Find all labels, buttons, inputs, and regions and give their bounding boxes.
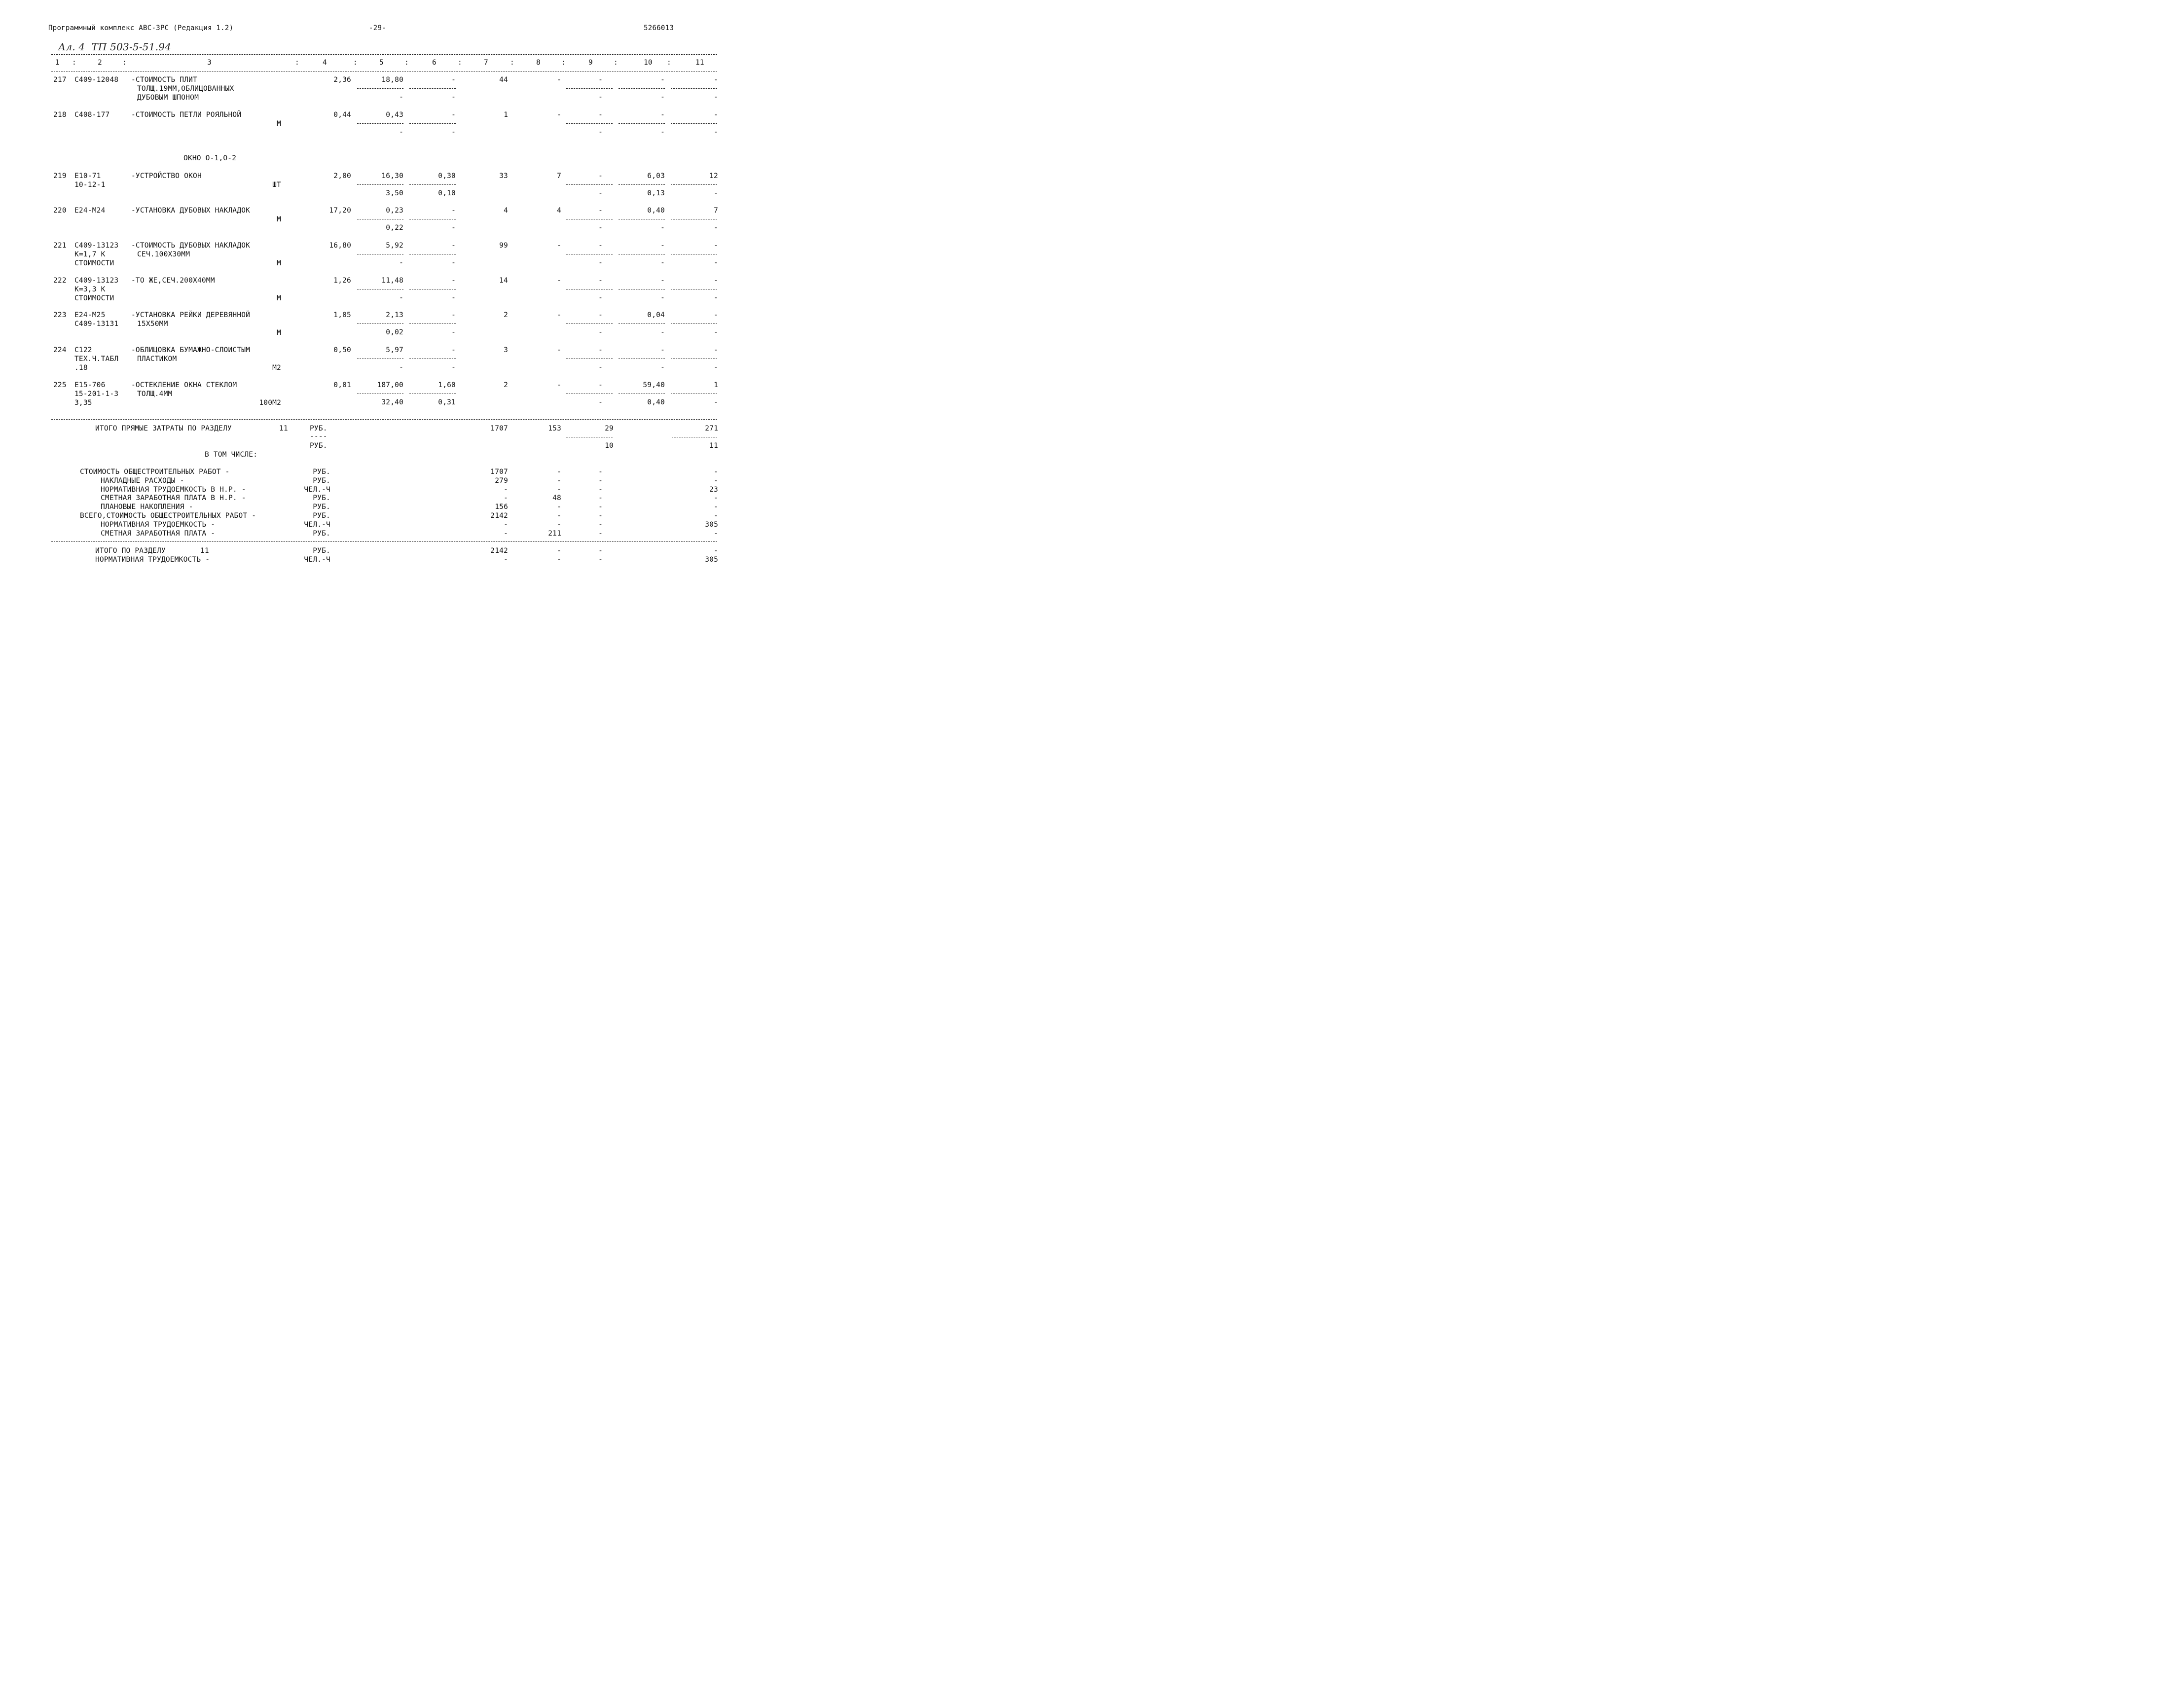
row-unit-cost: 187,00 [377,381,403,389]
breakdown-c7: - [504,485,508,494]
row-number: 222 [53,277,67,285]
row-quantity: 0,50 [333,346,351,354]
row-c10: - [660,242,665,250]
breakdown-c9: - [598,503,603,511]
breakdown-label: НОРМАТИВНАЯ ТРУДОЕМКОСТЬ - [101,520,216,529]
row-c9-wage: - [598,93,603,101]
row-c10-wage: - [660,259,665,267]
section-total-c11: 305 [705,556,718,564]
row-total-cost: 4 [504,207,508,215]
fraction-line [566,88,613,89]
breakdown-c9: - [598,494,603,503]
section-total-number: 11 [200,547,209,555]
fraction-line [357,88,403,89]
row-unit-cost: 5,97 [386,346,403,354]
breakdown-c7: - [504,520,508,529]
row-code: СТОИМОСТИ [74,294,114,302]
row-code: E15-706 [74,381,106,389]
fraction-line [619,123,665,124]
direct-costs-unit: РУБ. [310,425,328,432]
column-number-2: 2 [98,59,102,67]
row-unit-cost: 0,43 [386,111,403,119]
direct-costs-label: ИТОГО ПРЯМЫЕ ЗАТРАТЫ ПО РАЗДЕЛУ [95,425,232,432]
section-total-unit: ЧЕЛ.-Ч [304,556,330,564]
row-number: 225 [53,381,67,389]
row-c6: - [451,346,456,354]
row-c10: 6,03 [647,172,665,180]
column-separator: : [72,59,76,67]
column-number-4: 4 [323,59,327,67]
row-number: 217 [53,76,67,84]
row-c8: - [557,76,561,84]
row-unit-cost-wage: 0,22 [386,224,403,232]
row-unit: М [277,120,281,128]
row-quantity: 1,05 [333,311,351,319]
row-c6: - [451,111,456,119]
row-c6-wage: - [451,363,456,371]
row-c8: 4 [557,207,561,215]
breakdown-c7: 1707 [490,468,508,476]
row-description: -СТОИМОСТЬ ПЛИТ [131,76,197,84]
breakdown-unit: РУБ. [313,529,330,538]
row-unit: М [277,216,281,223]
breakdown-c9: - [598,476,603,485]
row-c11: - [714,76,718,84]
row-c10: - [660,76,665,84]
breakdown-unit: РУБ. [313,476,330,485]
breakdown-c11: - [714,468,718,476]
row-description: ТОЛЩ.19ММ,ОБЛИЦОВАННЫХ [137,85,234,93]
row-unit: М [277,329,281,337]
row-code: 3,35 [74,399,92,407]
row-description: ТОЛЩ.4ММ [137,390,173,398]
row-code: 10-12-1 [74,181,106,189]
row-unit-cost-wage: - [399,259,403,267]
breakdown-c7: - [504,529,508,538]
row-code: .18 [74,364,88,372]
row-c11: 12 [709,172,718,180]
row-total-cost: 2 [504,311,508,319]
row-c8: - [557,346,561,354]
fraction-line [671,184,717,185]
document-number: 5266013 [644,24,674,32]
row-unit-cost: 0,23 [386,207,403,215]
row-c6-wage: - [451,259,456,267]
row-c9: - [598,111,603,119]
row-description: -УСТАНОВКА РЕЙКИ ДЕРЕВЯННОЙ [131,311,251,319]
breakdown-label: ВСЕГО,СТОИМОСТЬ ОБЩЕСТРОИТЕЛЬНЫХ РАБОТ - [80,512,256,520]
including-label: В ТОМ ЧИСЛЕ: [205,451,258,459]
fraction-line [357,184,403,185]
row-c10-wage: - [660,224,665,232]
row-c9-wage: - [598,363,603,371]
fraction-line [619,323,665,324]
row-c9-wage: - [598,398,603,406]
fraction-line [566,323,613,324]
section-total-rule [51,541,717,542]
direct-costs-c11: 271 [705,425,718,432]
fraction-line [671,123,717,124]
direct-costs-c11b: 11 [709,442,718,450]
row-c11-wage: - [714,93,718,101]
section-total-c8: - [557,556,561,564]
row-description: -СТОИМОСТЬ ДУБОВЫХ НАКЛАДОК [131,242,251,250]
breakdown-c8: - [557,503,561,511]
row-quantity: 2,36 [333,76,351,84]
row-c11-wage: - [714,363,718,371]
row-c6: - [451,277,456,285]
row-unit-cost-wage: 3,50 [386,189,403,197]
row-c6-wage: - [451,128,456,136]
row-c11: 1 [714,381,718,389]
breakdown-c8: - [557,520,561,529]
breakdown-unit: ЧЕЛ.-Ч [304,520,330,529]
row-c9: - [598,277,603,285]
breakdown-c8: 48 [552,494,561,503]
column-separator: : [404,59,409,67]
direct-costs-c9b: 10 [605,442,614,450]
row-c6-wage: - [451,328,456,336]
row-unit-cost-wage: 32,40 [381,398,403,406]
row-total-cost: 14 [499,277,508,285]
row-total-cost: 2 [504,381,508,389]
row-c10: 59,40 [643,381,665,389]
fraction-line [357,123,403,124]
row-unit-cost: 5,92 [386,242,403,250]
fraction-line [671,88,717,89]
row-c10-wage: - [660,328,665,336]
row-c8: - [557,277,561,285]
section-total-c8: - [557,547,561,555]
row-code: 15-201-1-3 [74,390,119,398]
row-unit: М [277,294,281,302]
row-code: K=3,3 К [74,286,106,293]
row-c10-wage: 0,13 [647,189,665,197]
row-number: 220 [53,207,67,215]
row-code: C122 [74,346,92,354]
breakdown-c8: - [557,468,561,476]
row-c11: 7 [714,207,718,215]
column-separator: : [561,59,566,67]
breakdown-c11: - [714,476,718,485]
breakdown-c8: - [557,512,561,520]
breakdown-label: СТОИМОСТЬ ОБЩЕСТРОИТЕЛЬНЫХ РАБОТ - [80,468,230,476]
column-number-8: 8 [536,59,541,67]
breakdown-c9: - [598,520,603,529]
row-unit-cost: 2,13 [386,311,403,319]
row-c9: - [598,311,603,319]
row-description: -ОБЛИЦОВКА БУМАЖНО-СЛОИСТЫМ [131,346,251,354]
breakdown-c11: 23 [709,485,718,494]
section-total-label: ИТОГО ПО РАЗДЕЛУ [95,547,166,555]
breakdown-c11: - [714,494,718,503]
section-total-unit: РУБ. [313,547,330,555]
row-code: C409-13123 [74,242,119,250]
row-c10: 0,04 [647,311,665,319]
row-c6: - [451,207,456,215]
row-unit-cost-wage: - [399,363,403,371]
breakdown-label: НАКЛАДНЫЕ РАСХОДЫ - [101,476,184,485]
row-c11: - [714,346,718,354]
row-code: C409-12048 [74,76,119,84]
row-c6: - [451,76,456,84]
row-c9: - [598,242,603,250]
column-number-3: 3 [207,59,212,67]
row-c9: - [598,172,603,180]
row-unit-cost-wage: - [399,294,403,302]
row-c11-wage: - [714,224,718,232]
row-c10: - [660,346,665,354]
breakdown-c7: - [504,494,508,503]
row-c11-wage: - [714,128,718,136]
fraction-line [409,88,456,89]
direct-costs-section: 11 [279,425,288,432]
column-number-9: 9 [588,59,593,67]
fraction-line [566,123,613,124]
column-separator: : [353,59,358,67]
section-total-c9: - [598,547,603,555]
row-quantity: 16,80 [329,242,351,250]
breakdown-c8: - [557,485,561,494]
row-c11: - [714,311,718,319]
row-c8: - [557,111,561,119]
row-c8: - [557,381,561,389]
fraction-line [409,123,456,124]
row-quantity: 1,26 [333,277,351,285]
row-c11: - [714,111,718,119]
breakdown-c7: 279 [495,476,508,485]
row-total-cost: 99 [499,242,508,250]
row-c8: - [557,311,561,319]
column-separator: : [614,59,618,67]
breakdown-c7: 2142 [490,512,508,520]
column-separator: : [458,59,462,67]
fraction-line [619,88,665,89]
row-c10: - [660,111,665,119]
row-description: СЕЧ.100Х30ММ [137,251,190,258]
row-number: 221 [53,242,67,250]
breakdown-unit: РУБ. [313,494,330,503]
row-quantity: 2,00 [333,172,351,180]
row-total-cost: 1 [504,111,508,119]
column-separator: : [122,59,127,67]
row-c9-wage: - [598,189,603,197]
breakdown-c9: - [598,485,603,494]
row-quantity: 0,01 [333,381,351,389]
row-description: 15Х50ММ [137,320,168,328]
column-number-6: 6 [432,59,437,67]
row-c11-wage: - [714,259,718,267]
breakdown-c7: 156 [495,503,508,511]
fraction-line [409,323,456,324]
row-description: -УСТРОЙСТВО ОКОН [131,172,202,180]
row-c6-wage: 0,10 [438,189,456,197]
row-code: C409-13123 [74,277,119,285]
row-c6: - [451,311,456,319]
section-total-c11: - [714,547,718,555]
breakdown-unit: ЧЕЛ.-Ч [304,485,330,494]
fraction-line [566,184,613,185]
column-separator: : [510,59,514,67]
column-number-11: 11 [695,59,704,67]
row-code: ТЕХ.Ч.ТАБЛ [74,355,119,363]
row-c11: - [714,242,718,250]
row-c11-wage: - [714,189,718,197]
row-c8: - [557,242,561,250]
breakdown-unit: РУБ. [313,468,330,476]
breakdown-label: НОРМАТИВНАЯ ТРУДОЕМКОСТЬ В Н.Р. - [101,485,246,494]
row-c10-wage: - [660,93,665,101]
row-code: K=1,7 К [74,251,106,258]
breakdown-c11: - [714,503,718,511]
row-code: E24-M25 [74,311,106,319]
breakdown-c9: - [598,529,603,538]
row-unit: ШТ [272,181,281,189]
breakdown-label: СМЕТНАЯ ЗАРАБОТНАЯ ПЛАТА - [101,529,216,538]
row-c9-wage: - [598,328,603,336]
software-title: Программный комплекс АВС-3РС (Редакция 1.2) [48,24,234,32]
section-total-label: НОРМАТИВНАЯ ТРУДОЕМКОСТЬ - [95,556,210,564]
column-number-10: 10 [644,59,653,67]
row-c9: - [598,76,603,84]
row-c10: - [660,277,665,285]
row-c10-wage: - [660,128,665,136]
row-code: E10-71 [74,172,101,180]
direct-costs-c8: 153 [548,425,561,432]
section-total-c9: - [598,556,603,564]
row-c6-wage: - [451,294,456,302]
section-total-c7: 2142 [490,547,508,555]
row-c6: - [451,242,456,250]
row-c6: 1,60 [438,381,456,389]
breakdown-c11: 305 [705,520,718,529]
row-c9-wage: - [598,294,603,302]
breakdown-label: СМЕТНАЯ ЗАРАБОТНАЯ ПЛАТА В Н.Р. - [101,494,246,503]
fraction-line [357,323,403,324]
column-number-7: 7 [484,59,488,67]
column-separator: : [295,59,299,67]
direct-costs-total: 1707 [490,425,508,432]
row-unit-cost-wage: 0,02 [386,328,403,336]
row-code: СТОИМОСТИ [74,259,114,267]
breakdown-c9: - [598,468,603,476]
breakdown-c11: - [714,512,718,520]
row-description: -УСТАНОВКА ДУБОВЫХ НАКЛАДОК [131,207,251,215]
row-c6-wage: 0,31 [438,398,456,406]
fraction-line [671,323,717,324]
breakdown-unit: РУБ. [313,503,330,511]
row-unit-cost-wage: - [399,128,403,136]
section-heading: ОКНО О-1,О-2 [183,154,237,162]
document-page [0,0,762,589]
row-c8: 7 [557,172,561,180]
row-c9-wage: - [598,128,603,136]
totals-top-rule [51,419,717,420]
row-code: C409-13131 [74,320,119,328]
page-number: -29- [369,24,386,32]
breakdown-label: ПЛАНОВЫЕ НАКОПЛЕНИЯ - [101,503,193,511]
row-description: -ТО ЖЕ,СЕЧ.200Х40ММ [131,277,215,285]
row-unit: М [277,259,281,267]
row-quantity: 0,44 [333,111,351,119]
row-unit-cost: 11,48 [381,277,403,285]
row-c6-wage: - [451,93,456,101]
column-number-1: 1 [55,59,60,67]
row-number: 224 [53,346,67,354]
column-separator: : [667,59,671,67]
sheet-reference: Ал. 4 ТП 503-5-51.94 [58,41,172,53]
row-unit-cost: 16,30 [381,172,403,180]
row-description: -СТОИМОСТЬ ПЕТЛИ РОЯЛЬНОЙ [131,111,242,119]
row-c10-wage: - [660,363,665,371]
row-c9: - [598,346,603,354]
breakdown-unit: РУБ. [313,512,330,520]
row-unit-cost-wage: - [399,93,403,101]
direct-costs-c9: 29 [605,425,614,432]
row-c11-wage: - [714,328,718,336]
row-c9: - [598,381,603,389]
row-unit: 100М2 [259,399,281,407]
row-c9-wage: - [598,259,603,267]
breakdown-c9: - [598,512,603,520]
row-unit: М2 [272,364,281,372]
row-total-cost: 33 [499,172,508,180]
breakdown-c8: 211 [548,529,561,538]
row-description: ПЛАСТИКОМ [137,355,177,363]
row-c10-wage: - [660,294,665,302]
row-number: 223 [53,311,67,319]
row-c11: - [714,277,718,285]
row-number: 218 [53,111,67,119]
direct-costs-unit-dashes: ---- [310,432,328,440]
row-c11-wage: - [714,398,718,406]
row-c10-wage: 0,40 [647,398,665,406]
row-total-cost: 3 [504,346,508,354]
row-c10: 0,40 [647,207,665,215]
column-number-5: 5 [379,59,384,67]
fraction-line [409,184,456,185]
breakdown-c11: - [714,529,718,538]
row-c6: 0,30 [438,172,456,180]
row-unit-cost: 18,80 [381,76,403,84]
row-code: E24-M24 [74,207,106,215]
fraction-line [619,184,665,185]
row-number: 219 [53,172,67,180]
header-top-rule [51,54,717,55]
row-description: ДУБОВЫМ ШПОНОМ [137,94,199,102]
row-c6-wage: - [451,224,456,232]
row-code: C408-177 [74,111,110,119]
row-quantity: 17,20 [329,207,351,215]
row-c9: - [598,207,603,215]
row-c11-wage: - [714,294,718,302]
direct-costs-unit-b: РУБ. [310,442,328,450]
section-total-c7: - [504,556,508,564]
breakdown-c8: - [557,476,561,485]
row-description: -ОСТЕКЛЕНИЕ ОКНА СТЕКЛОМ [131,381,237,389]
row-c9-wage: - [598,224,603,232]
row-total-cost: 44 [499,76,508,84]
